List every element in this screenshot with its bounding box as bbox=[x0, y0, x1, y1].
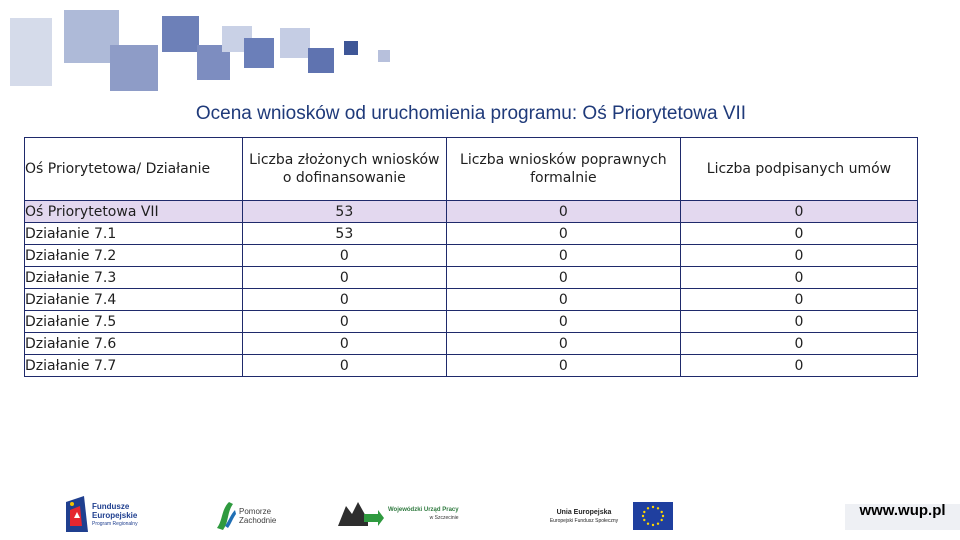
cell-value: 0 bbox=[680, 289, 917, 311]
pomorze-emblem-icon bbox=[215, 500, 237, 530]
cell-value: 0 bbox=[446, 311, 680, 333]
cell-value: 0 bbox=[680, 201, 917, 223]
data-table bbox=[24, 137, 918, 377]
table-row bbox=[25, 223, 918, 245]
table-row bbox=[25, 289, 918, 311]
table-row bbox=[25, 201, 918, 223]
cell-value: 0 bbox=[242, 333, 446, 355]
cell-value: 0 bbox=[680, 245, 917, 267]
page-title: Ocena wniosków od uruchomienia programu: Oś Priorytetowa VII bbox=[195, 103, 747, 124]
row-label: Działanie 7.4 bbox=[25, 289, 243, 311]
website-link[interactable]: www.wup.pl bbox=[845, 504, 960, 530]
table-row bbox=[25, 333, 918, 355]
logo-text: Europejski Fundusz Społeczny bbox=[549, 518, 619, 524]
cell-value: 0 bbox=[242, 267, 446, 289]
fe-emblem-icon bbox=[66, 496, 88, 532]
cell-value: 53 bbox=[242, 223, 446, 245]
table-header bbox=[25, 138, 918, 201]
eu-flag-icon bbox=[633, 502, 673, 530]
logo-text: Wojewódzki Urząd Pracy bbox=[388, 507, 459, 513]
cell-value: 0 bbox=[680, 355, 917, 377]
cell-value: 0 bbox=[446, 201, 680, 223]
logo-text: Pomorze bbox=[239, 507, 272, 516]
cell-value: 0 bbox=[242, 289, 446, 311]
cell-value: 0 bbox=[680, 333, 917, 355]
cell-value: 0 bbox=[242, 355, 446, 377]
cell-value: 0 bbox=[242, 245, 446, 267]
row-label: Działanie 7.2 bbox=[25, 245, 243, 267]
row-label: Działanie 7.1 bbox=[25, 223, 243, 245]
table-row bbox=[25, 245, 918, 267]
table-row bbox=[25, 311, 918, 333]
cell-value: 0 bbox=[446, 245, 680, 267]
row-label: Działanie 7.3 bbox=[25, 267, 243, 289]
cell-value: 0 bbox=[446, 355, 680, 377]
row-label: Działanie 7.5 bbox=[25, 311, 243, 333]
logo-text: Europejskie bbox=[92, 511, 138, 520]
cell-value: 0 bbox=[446, 267, 680, 289]
header-cell: Liczba wniosków poprawnych formalnie bbox=[446, 138, 680, 201]
table-row bbox=[25, 355, 918, 377]
logo-text: Zachodnie bbox=[239, 516, 277, 525]
cell-value: 0 bbox=[680, 267, 917, 289]
logo-text: Program Regionalny bbox=[92, 521, 138, 527]
header-cell: Liczba podpisanych umów bbox=[680, 138, 917, 201]
logo-text: w Szczecinie bbox=[429, 515, 459, 521]
table-row bbox=[25, 267, 918, 289]
wup-emblem-icon bbox=[338, 500, 384, 530]
row-label: Oś Priorytetowa VII bbox=[25, 201, 243, 223]
cell-value: 0 bbox=[446, 333, 680, 355]
pomorze-zachodnie-logo bbox=[215, 494, 285, 534]
row-label: Działanie 7.7 bbox=[25, 355, 243, 377]
logo-text: Unia Europejska bbox=[556, 509, 612, 516]
fundusze-europejskie-logo bbox=[66, 494, 166, 534]
cell-value: 0 bbox=[446, 223, 680, 245]
unia-europejska-logo bbox=[540, 494, 676, 534]
logo-text: Fundusze bbox=[92, 502, 130, 511]
cell-value: 0 bbox=[680, 311, 917, 333]
header-cell: Oś Priorytetowa/ Działanie bbox=[25, 138, 243, 201]
cell-value: 53 bbox=[242, 201, 446, 223]
row-label: Działanie 7.6 bbox=[25, 333, 243, 355]
cell-value: 0 bbox=[680, 223, 917, 245]
wup-logo bbox=[338, 494, 483, 534]
cell-value: 0 bbox=[242, 311, 446, 333]
cell-value: 0 bbox=[446, 289, 680, 311]
header-cell: Liczba złożonych wniosków o dofinansowanie bbox=[242, 138, 446, 201]
